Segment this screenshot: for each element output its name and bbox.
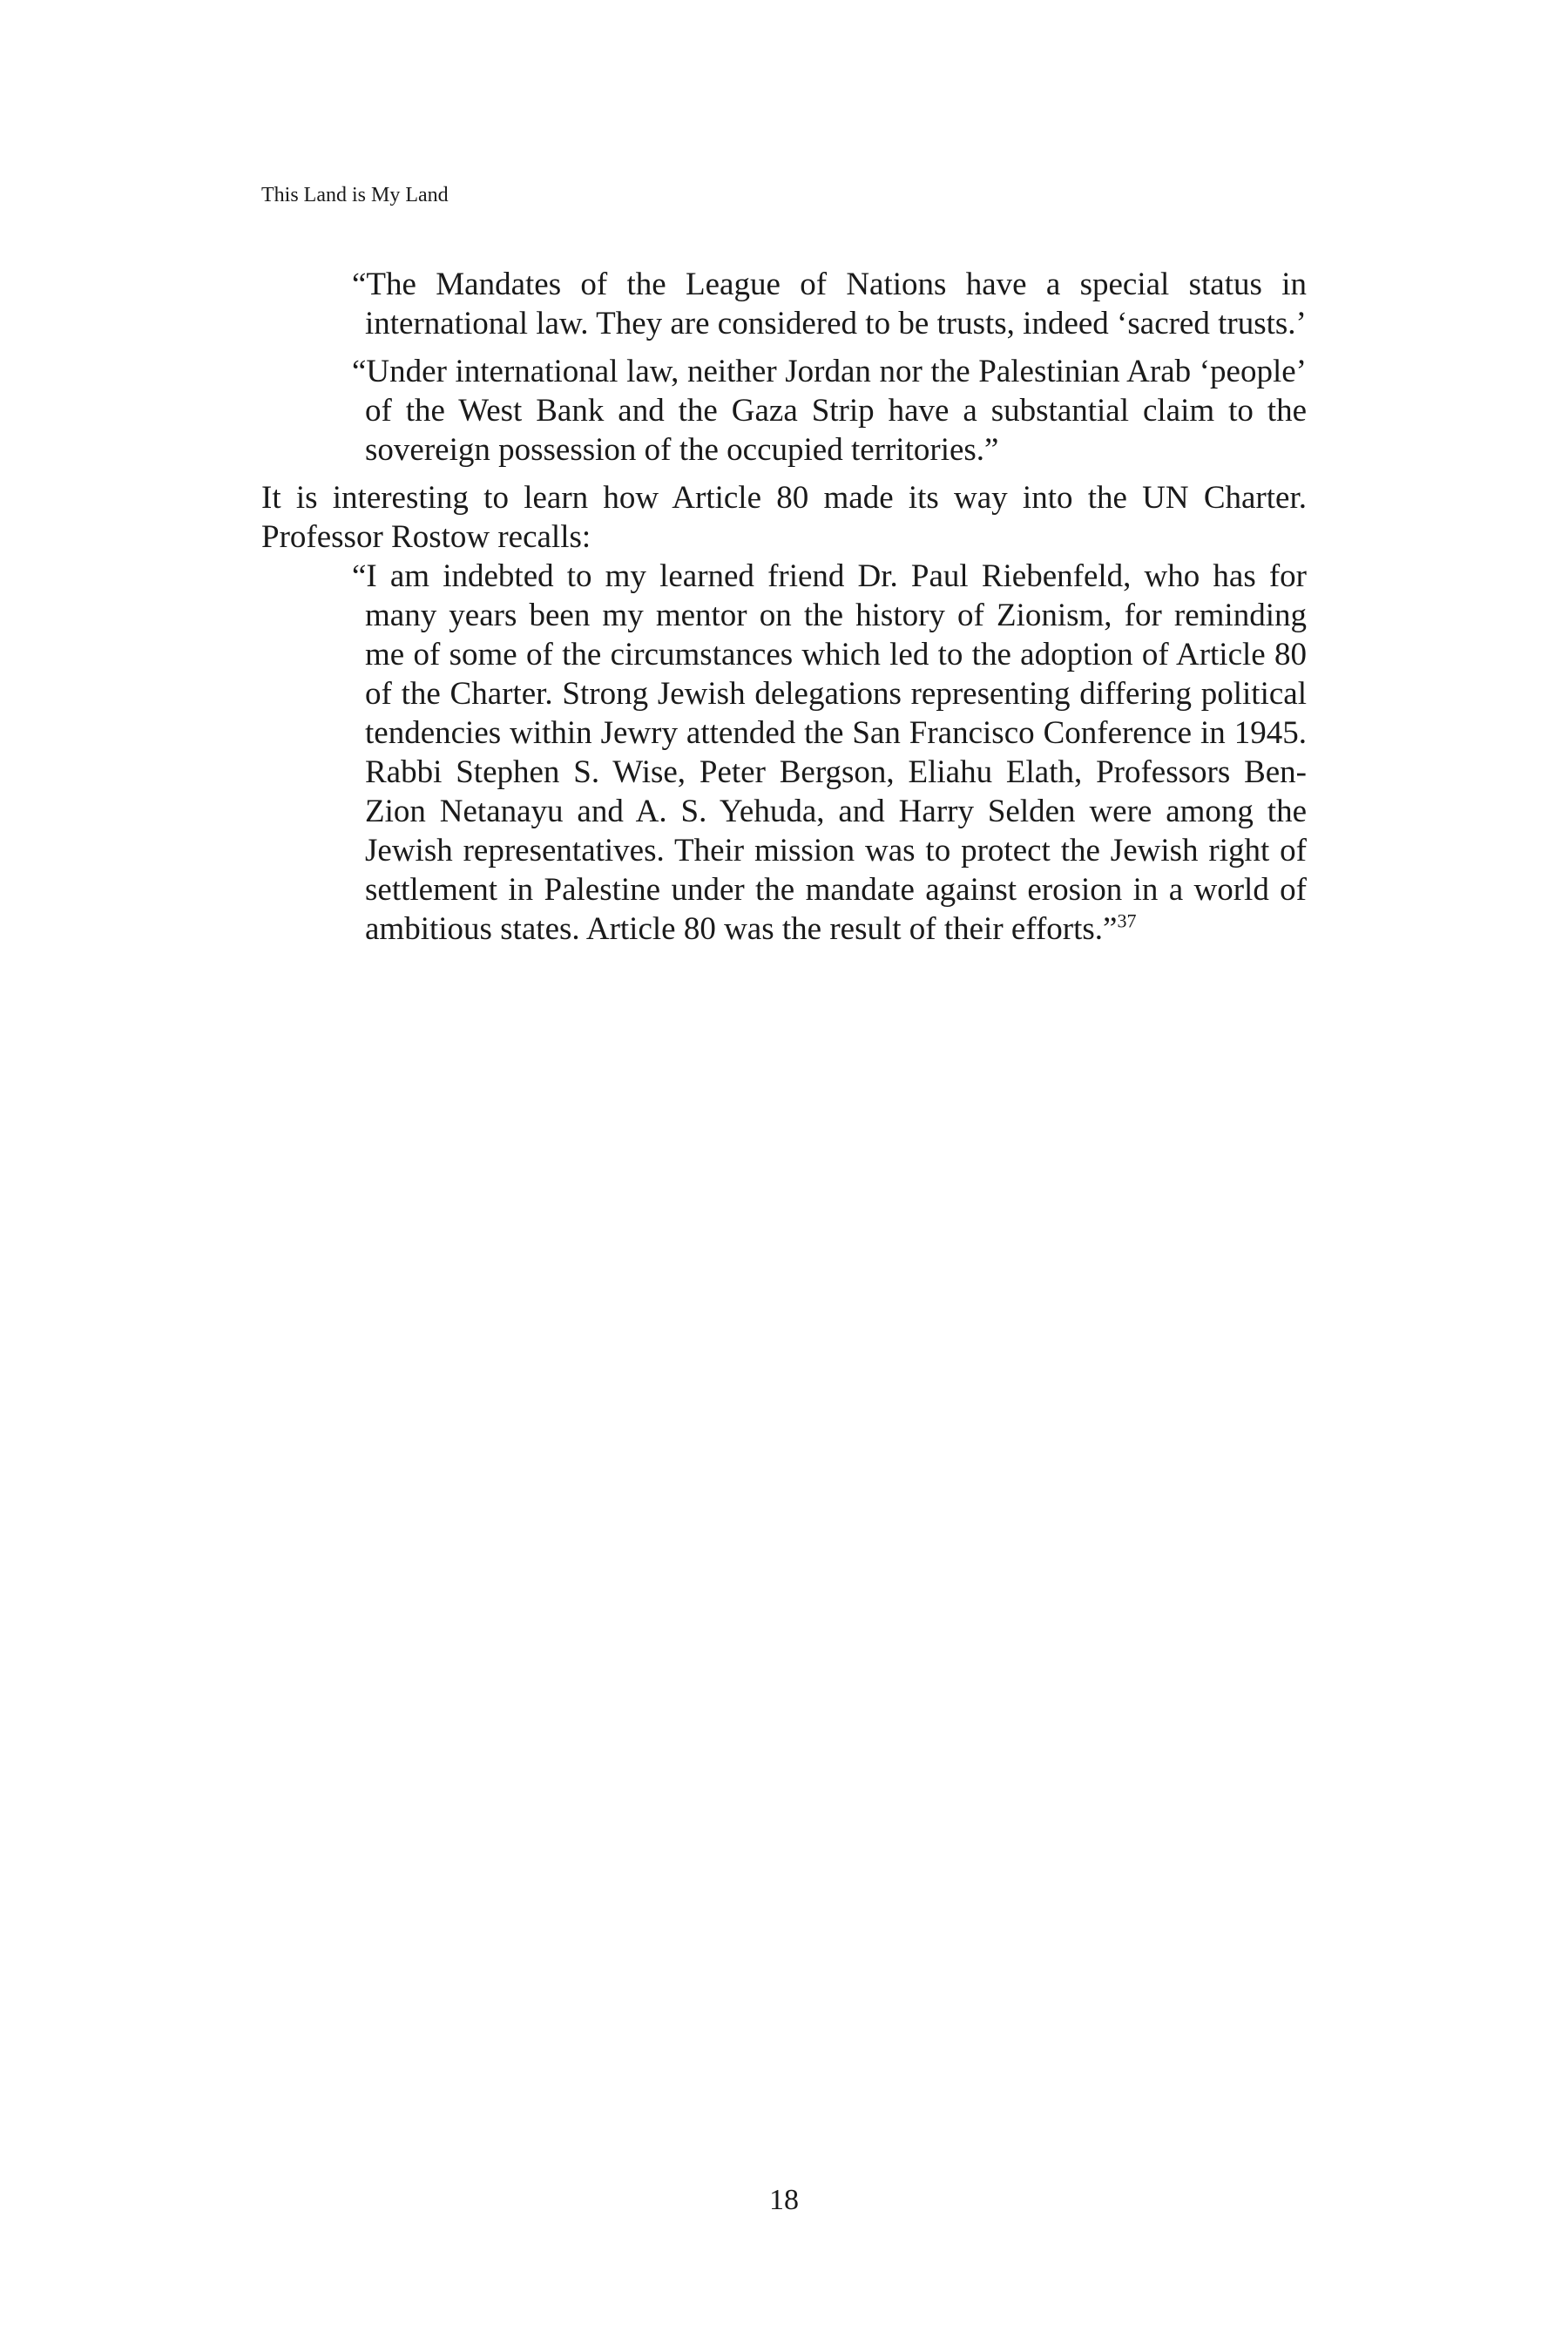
body-paragraph: It is interesting to learn how Article 80 made its way into the UN Charter. Professor Rostow recalls: xyxy=(261,480,1307,555)
block-quote-rostow xyxy=(261,557,1307,949)
block-quote-mandates: “The Mandates of the League of Nations have a special status in international law. They are considered to be trusts, indeed ‘sacred trusts.’ xyxy=(352,267,1307,341)
footnote-reference[interactable]: 37 xyxy=(1117,909,1137,932)
body-text xyxy=(261,265,1307,949)
block-quote-international-law: “Under international law, neither Jordan nor the Palestinian Arab ‘people’ of the West Bank and the Gaza Strip have a substantial claim to the sovereign possession of the occupied territories.” xyxy=(352,354,1307,468)
block-quote-rostow-text: “I am indebted to my learned friend Dr. Paul Riebenfeld, who has for many years been my mentor on the history of Zionism, for reminding me of some of the circumstances which led to the adoption of Article 80 of the Charter. Strong Jewish delegations representing differing political tendencies within Jewry attended the San Francisco Conference in 1945. Rabbi Stephen S. Wise, Peter Bergson, Eliahu Elath, Professors Ben-Zion Netanayu and A. S. Yehuda, and Harry Selden were among the Jewish representatives. Their mission was to protect the Jewish right of settlement in Palestine under the mandate against erosion in a world of ambitious states. Article 80 was the result of their efforts.” xyxy=(352,558,1307,947)
page-number: 18 xyxy=(769,2184,799,2216)
running-header: This Land is My Land xyxy=(261,184,449,206)
